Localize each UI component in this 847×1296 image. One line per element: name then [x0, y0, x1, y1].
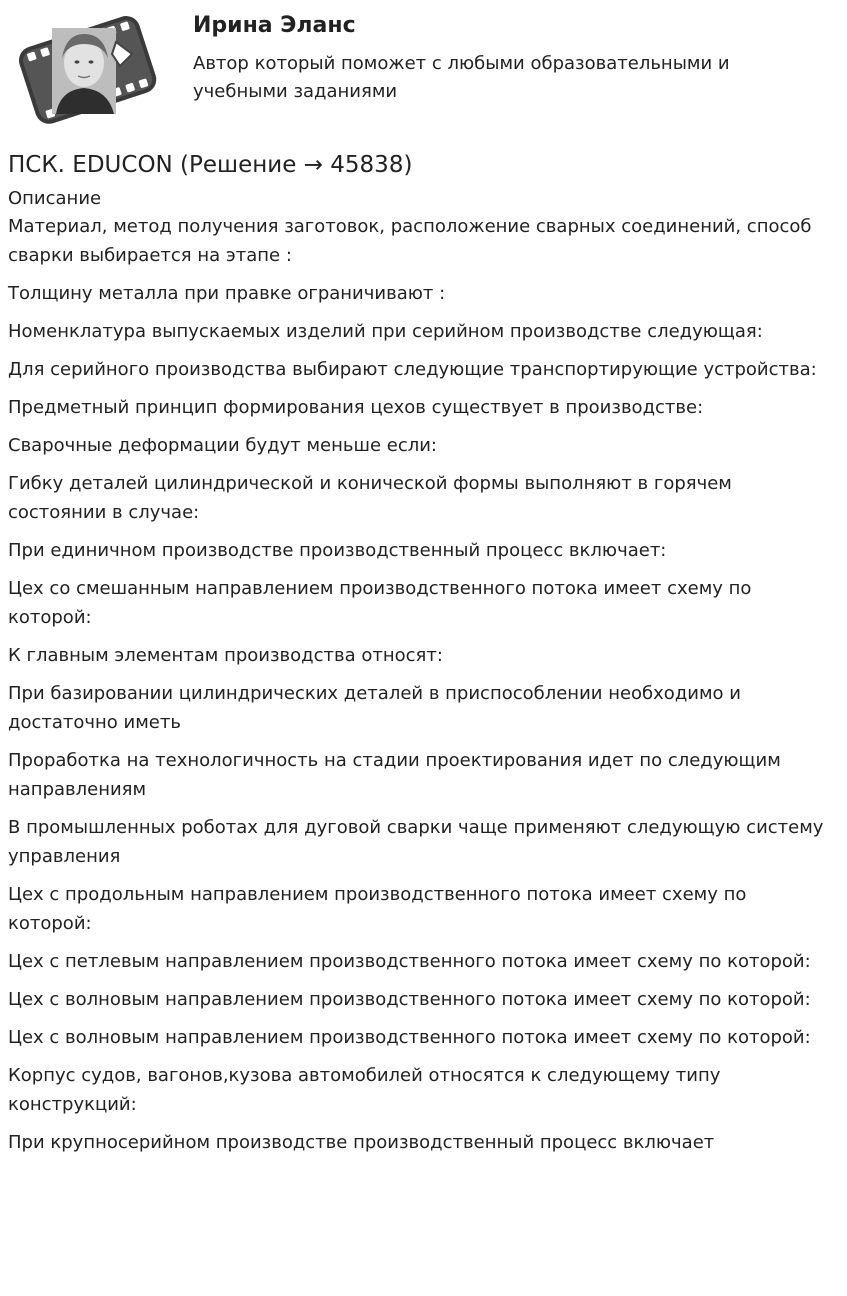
list-item: Для серийного производства выбирают следующие транспортирующие устройства:: [8, 359, 817, 380]
list-item: Сварочные деформации будут меньше если:: [8, 435, 437, 456]
list-item: Гибку деталей цилиндрической и конической формы выполняют в горячем состоянии в случае:: [8, 473, 732, 523]
list-item: При единичном производстве производственный процесс включает:: [8, 540, 667, 561]
list-item: Номенклатура выпускаемых изделий при серийном производстве следующая:: [8, 321, 763, 342]
list-item: В промышленных роботах для дуговой сварки чаще применяют следующую систему управления: [8, 817, 824, 867]
list-item: К главным элементам производства относят:: [8, 645, 443, 666]
list-item: Цех с волновым направлением производственного потока имеет схему по которой:: [8, 989, 811, 1010]
author-avatar[interactable]: [16, 8, 158, 128]
author-name[interactable]: Ирина Эланс: [193, 13, 356, 38]
list-item: Материал, метод получения заготовок, расположение сварных соединений, способ сварки выбирается на этапе :: [8, 216, 812, 266]
page-title: ПСК. EDUCON (Решение → 45838): [8, 152, 413, 178]
list-item: Толщину металла при правке ограничивают :: [8, 283, 446, 304]
description-label: Описание: [8, 188, 102, 209]
list-item: Цех со смешанным направлением производственного потока имеет схему по которой:: [8, 578, 752, 628]
list-item: Проработка на технологичность на стадии проектирования идет по следующим направлениям: [8, 750, 781, 800]
list-item: Цех с продольным направлением производственного потока имеет схему по которой:: [8, 884, 747, 934]
list-item: При базировании цилиндрических деталей в приспособлении необходимо и достаточно иметь: [8, 683, 741, 733]
question-list: [8, 212, 839, 1157]
list-item: Цех с петлевым направлением производственного потока имеет схему по которой:: [8, 951, 811, 972]
author-card: [8, 0, 839, 136]
list-item: Предметный принцип формирования цехов существует в производстве:: [8, 397, 704, 418]
author-info: [193, 12, 813, 106]
author-description: Автор который поможет с любыми образовательными и учебными заданиями: [193, 53, 730, 102]
list-item: При крупносерийном производстве производственный процесс включает: [8, 1132, 715, 1153]
list-item: Цех с волновым направлением производственного потока имеет схему по которой:: [8, 1027, 811, 1048]
list-item: Корпус судов, вагонов,кузова автомобилей относятся к следующему типу конструкций:: [8, 1065, 721, 1115]
